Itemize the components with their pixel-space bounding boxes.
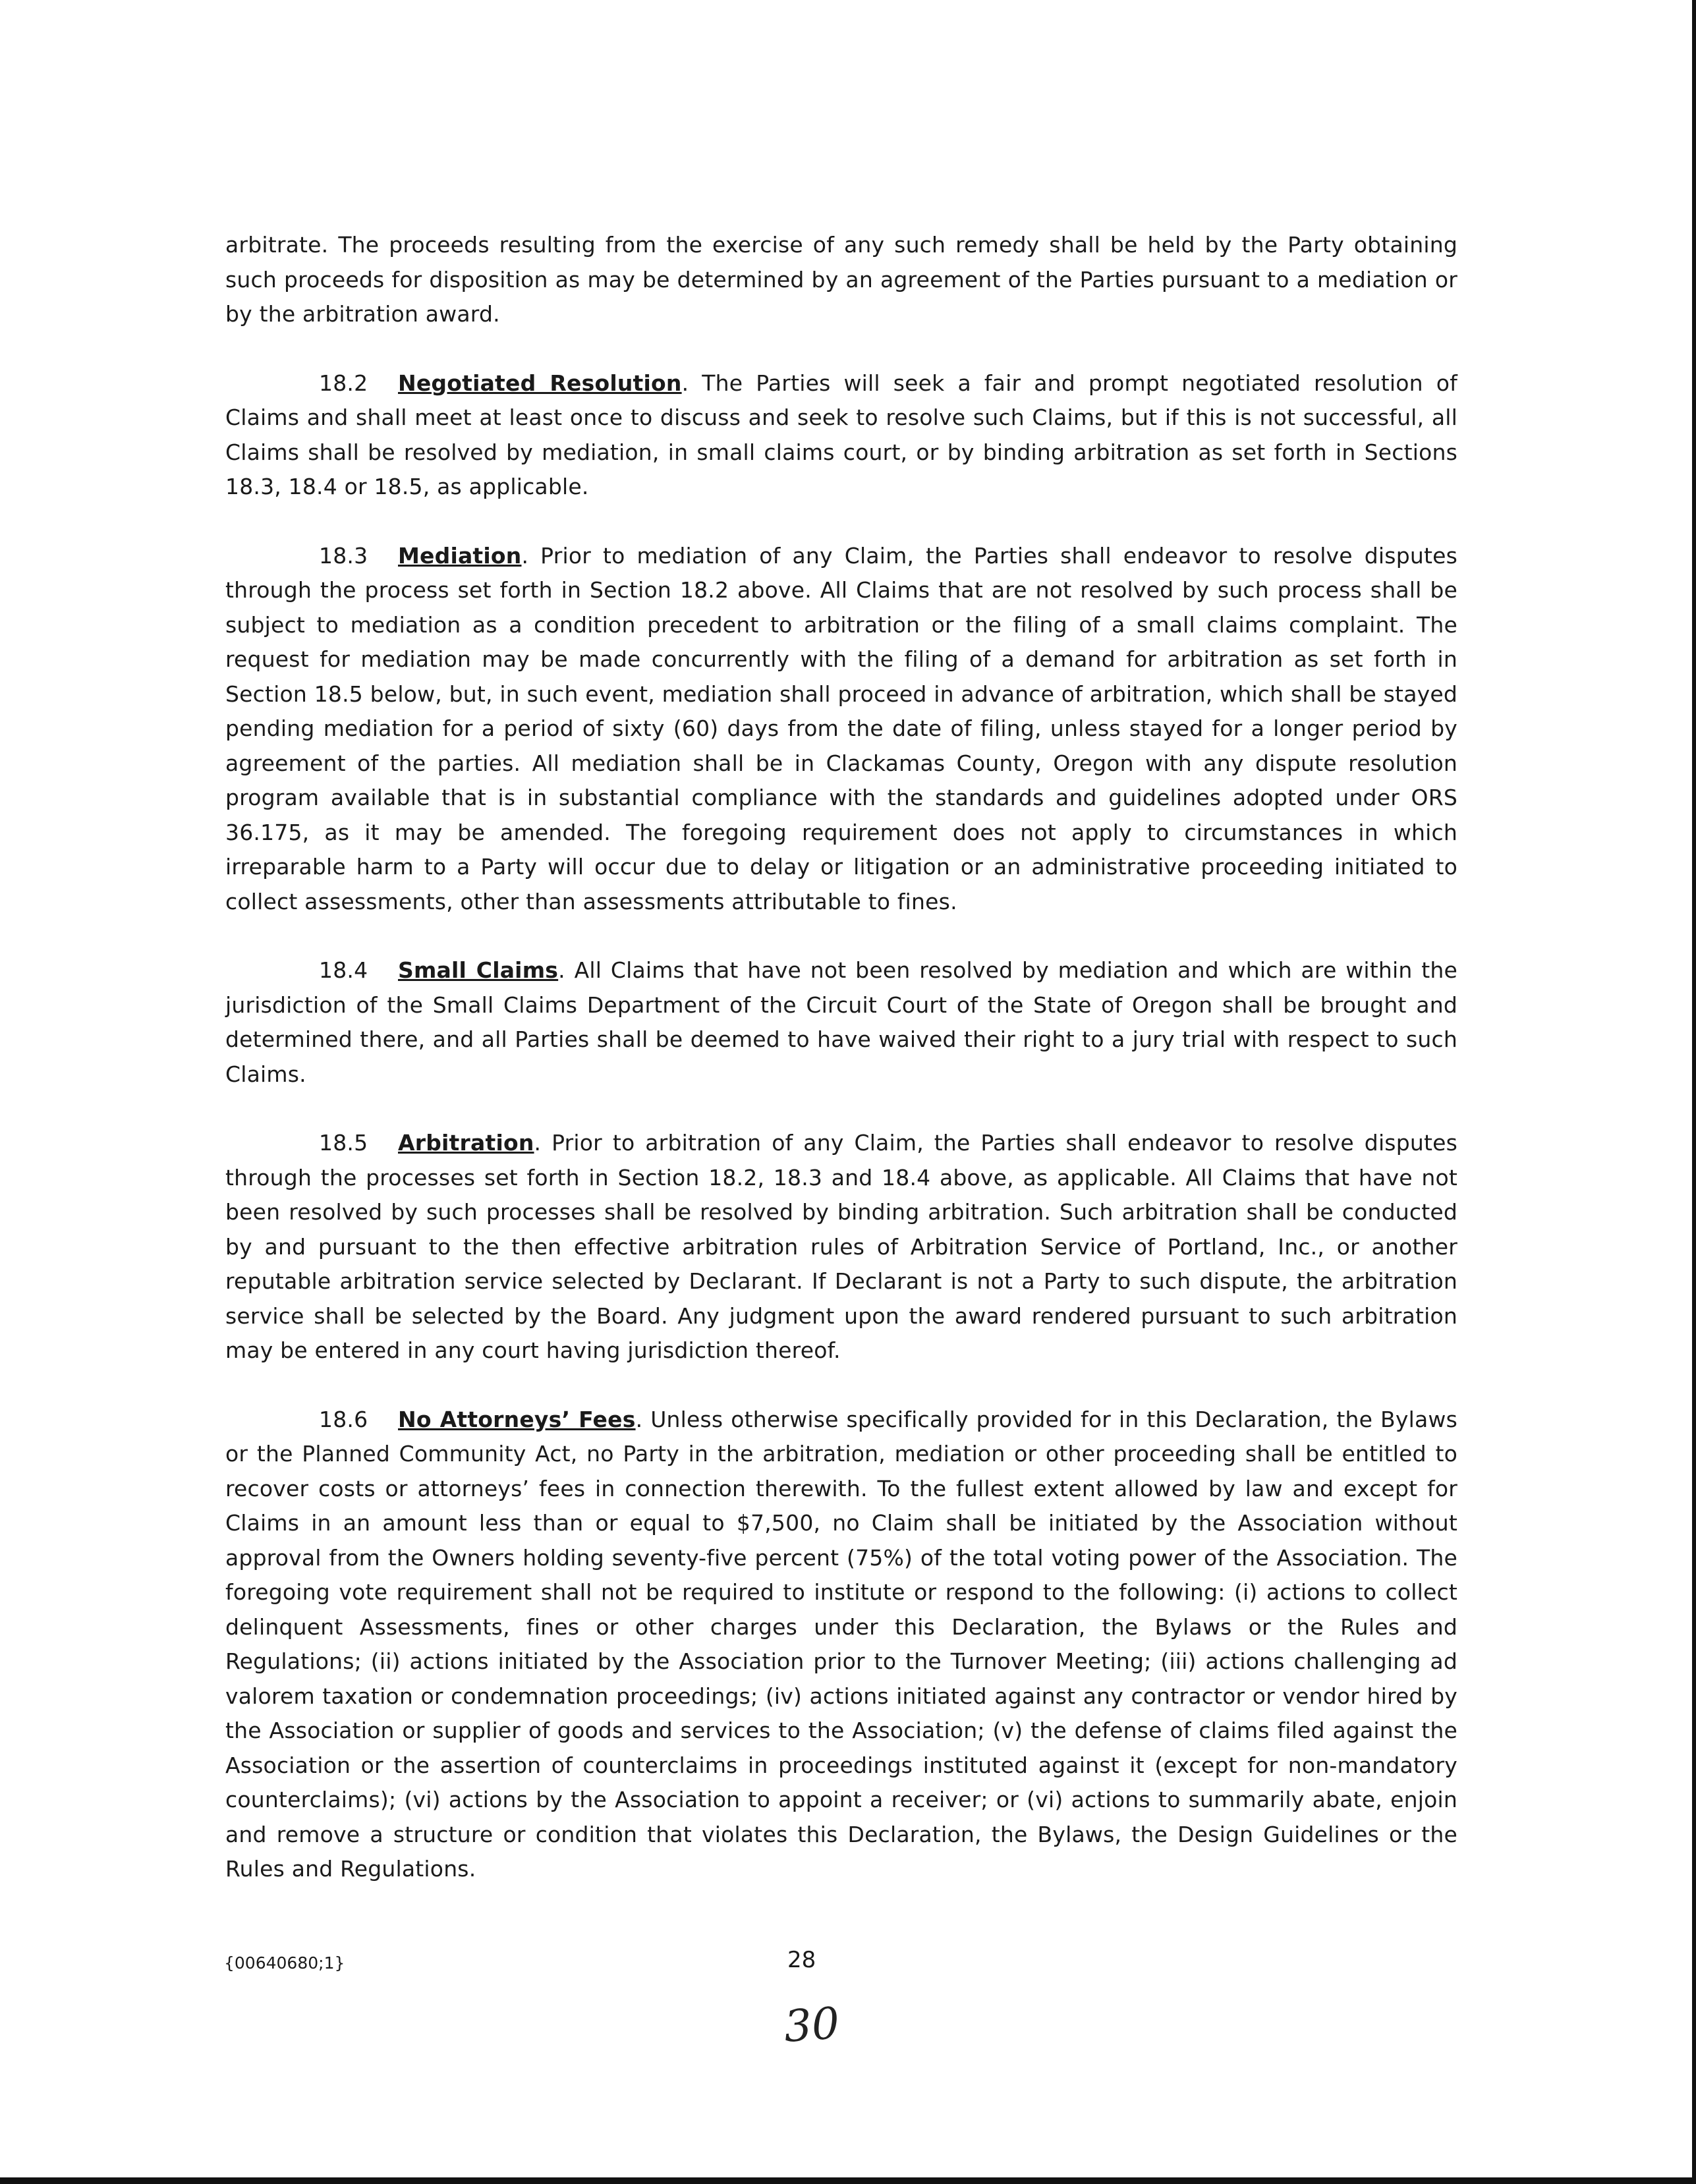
section-heading: Small Claims [398,957,559,983]
section-number: 18.6 [319,1406,368,1432]
section-18-5 [225,1126,1457,1368]
section-text: The Parties will seek a fair and prompt negotiated resolution of Claims and shall meet at least once to discuss and seek to resolve such Claims, but if this is not successful, all Claims shall be resolved by mediation, in small claims court, or by binding arbitration as set forth in Sections 18.3, 18.4 or 18.5, as applicable. [225,370,1457,499]
section-18-3 [225,539,1457,920]
section-heading: Negotiated Resolution [398,370,682,396]
page-number: 28 [787,1947,816,1973]
paragraph-text: arbitrate. The proceeds resulting from the exercise of any such remedy shall be held by the Party obtaining such proceeds for disposition as may be determined by an agreement of the Parties pursuant to a mediation or by the arbitration award. [225,232,1457,327]
section-number: 18.4 [319,957,368,983]
handwritten-page-number: 30 [782,1998,841,2052]
section-18-2 [225,366,1457,505]
section-number: 18.3 [319,542,368,569]
section-text: Prior to arbitration of any Claim, the Parties shall endeavor to resolve disputes through the processes set forth in Section 18.2, 18.3 and 18.4 above, as applicable. All Claims that have not been resolved by such processes shall be resolved by binding arbitration. Such arbitration shall be conducted by and pursuant to the then effective arbitration rules of Arbitration Service of Portland, Inc., or another reputable arbitration service selected by Declarant. If Declarant is not a Party to such dispute, the arbitration service shall be selected by the Board. Any judgment upon the award rendered pursuant to such arbitration may be entered in any court having jurisdiction thereof. [225,1130,1457,1363]
section-18-4 [225,953,1457,1092]
heading-suffix: . [681,370,689,396]
scan-edge-bottom [0,2177,1696,2184]
section-heading: No Attorneys’ Fees [398,1406,636,1432]
section-number: 18.2 [319,370,368,396]
heading-suffix: . [521,542,529,569]
heading-suffix: . [534,1130,542,1156]
section-number: 18.5 [319,1130,368,1156]
section-text: Prior to mediation of any Claim, the Parties shall endeavor to resolve disputes through the process set forth in Section 18.2 above. All Claims that are not resolved by such process shall be subject to mediation as a condition precedent to arbitration or the filing of a small claims complaint. The request for mediation may be made concurrently with the filing of a demand for arbitration as set forth in Section 18.5 below, but, in such event, mediation shall proceed in advance of arbitration, which shall be stayed pending mediation for a period of sixty (60) days from the date of filing, unless stayed for a longer period by agreement of the parties. All mediation shall be in Clackamas County, Oregon with any dispute resolution program available that is in substantial compliance with the standards and guidelines adopted under ORS 36.175, as it may be amended. The foregoing requirement does not apply to circumstances in which irreparable harm to a Party will occur due to delay or litigation or an administrative proceeding initiated to collect assessments, other than assessments attributable to fines. [225,542,1457,914]
document-body [225,228,1457,1921]
section-text: All Claims that have not been resolved by mediation and which are within the jurisdiction of the Small Claims Department of the Circuit Court of the State of Oregon shall be brought and determined there, and all Parties shall be deemed to have waived their right to a jury trial with respect to such Claims. [225,957,1457,1087]
section-18-6 [225,1403,1457,1887]
section-text: Unless otherwise specifically provided for in this Declaration, the Bylaws or the Planned Community Act, no Party in the arbitration, mediation or other proceeding shall be entitled to recover costs or attorneys’ fees in connection therewith. To the fullest extent allowed by law and except for Claims in an amount less than or equal to $7,500, no Claim shall be initiated by the Association without approval from the Owners holding seventy-five percent (75%) of the total voting power of the Association. The foregoing vote requirement shall not be required to institute or respond to the following: (i) actions to collect delinquent Assessments, fines or other charges under this Declaration, the Bylaws or the Rules and Regulations; (ii) actions initiated by the Association prior to the Turnover Meeting; (iii) actions challenging ad valorem taxation or condemnation proceedings; (iv) actions initiated against any contractor or vendor hired by the Association or supplier of goods and services to the Association; (v) the defense of claims filed against the Association or the assertion of counterclaims in proceedings instituted against it (except for non-mandatory counterclaims); (vi) actions by the Association to appoint a receiver; or (vi) actions to summarily abate, enjoin and remove a structure or condition that violates this Declaration, the Bylaws, the Design Guidelines or the Rules and Regulations. [225,1406,1457,1882]
footer-document-id: {00640680;1} [224,1953,345,1973]
paragraph-continuation [225,228,1457,332]
heading-suffix: . [558,957,565,983]
scan-edge-right [1692,0,1696,2184]
section-heading: Arbitration [398,1130,534,1156]
heading-suffix: . [635,1406,643,1432]
section-heading: Mediation [398,542,522,569]
